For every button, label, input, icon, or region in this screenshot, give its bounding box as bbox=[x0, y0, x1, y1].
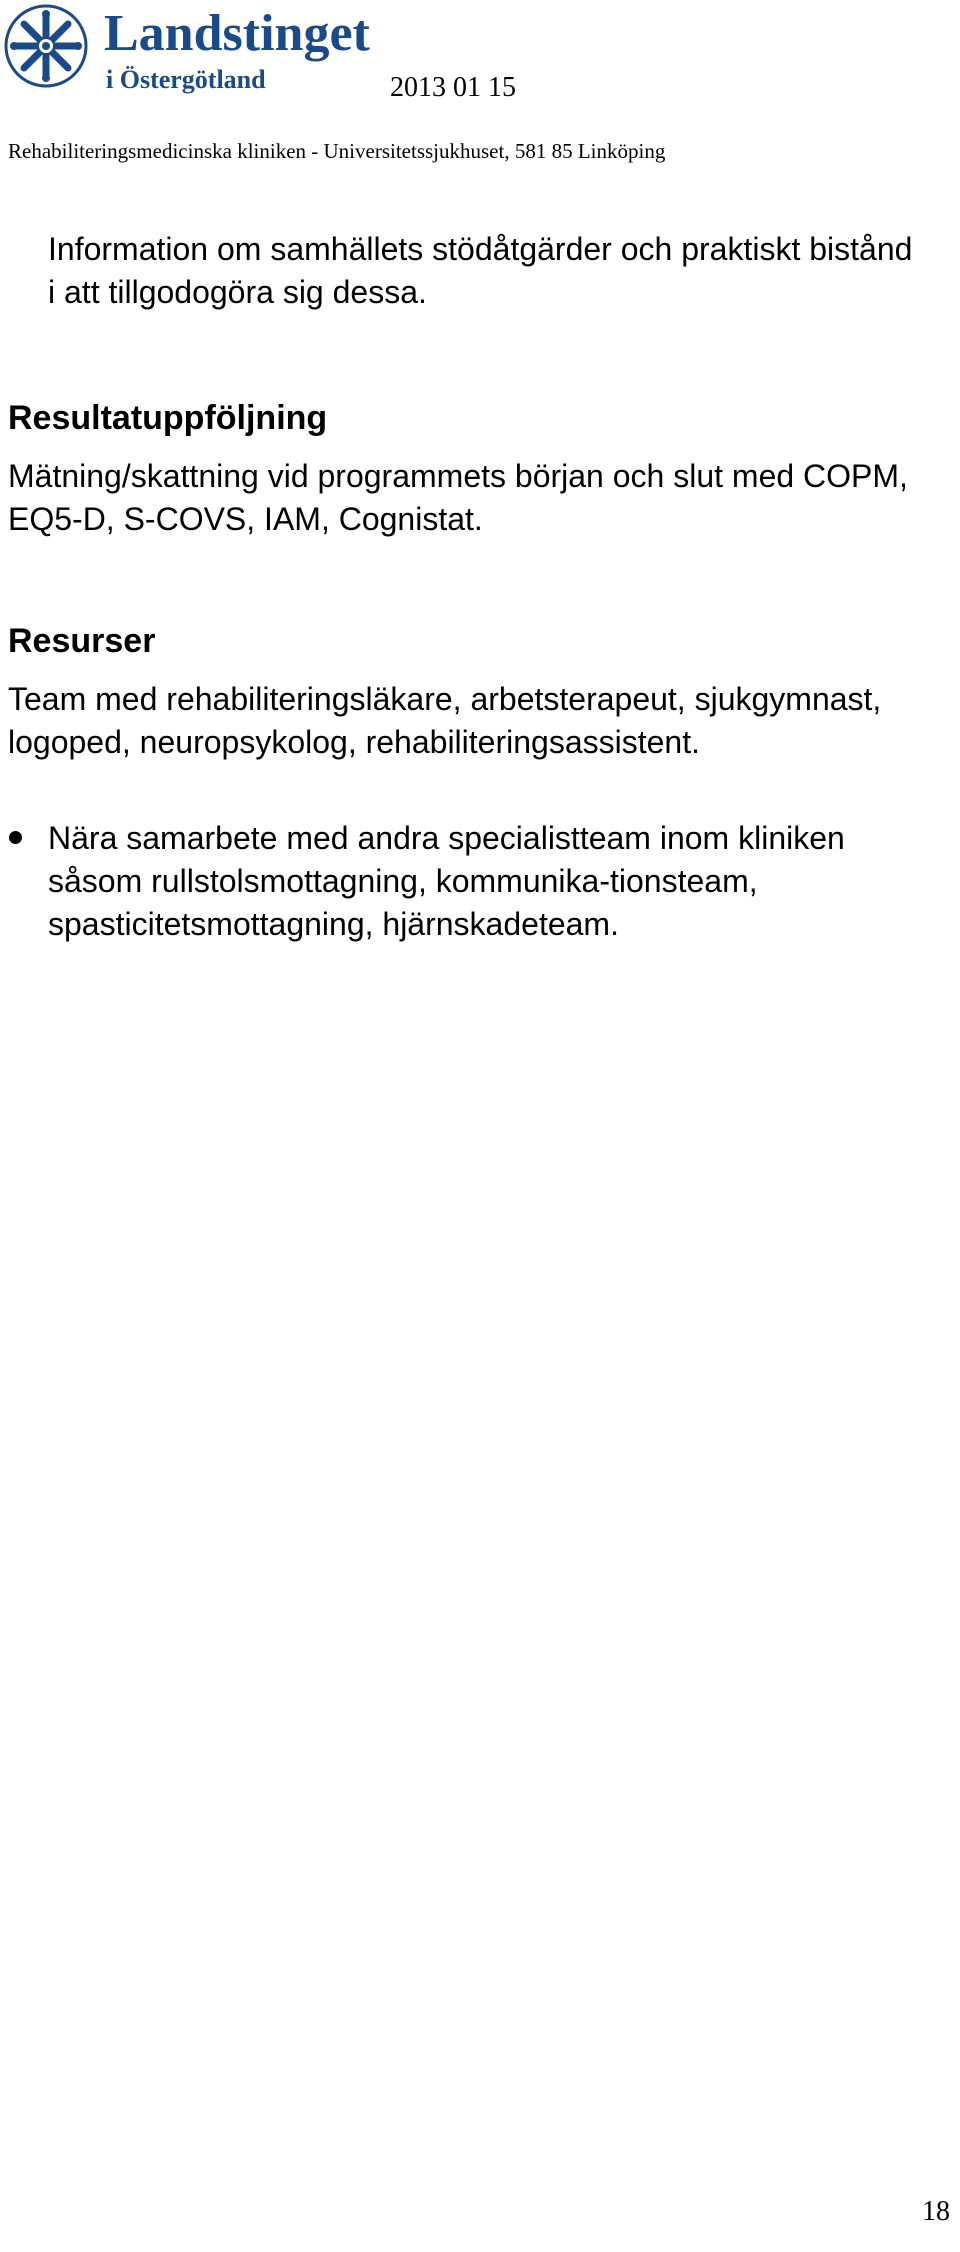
resources-paragraph: Team med rehabiliteringsläkare, arbetsterapeut, sjukgymnast, logoped, neuropsykolog, rehabiliteringsassistent. bbox=[8, 681, 882, 760]
list-item bbox=[0, 817, 940, 946]
bullet-text: Nära samarbete med andra specialistteam inom kliniken såsom rullstolsmottagning, kommunika-tionsteam, spasticitetsmottagning, hjärnskadeteam. bbox=[48, 820, 845, 942]
document-date: 2013 01 15 bbox=[390, 72, 516, 103]
resources-bullet-list bbox=[0, 817, 940, 946]
clinic-address: Rehabiliteringsmedicinska kliniken - Universitetssjukhuset, 581 85 Linköping bbox=[8, 139, 666, 163]
bullet-icon bbox=[9, 831, 22, 844]
results-heading: Resultatuppföljning bbox=[8, 399, 328, 437]
resources-heading: Resurser bbox=[8, 622, 156, 660]
logo-name: Landstinget bbox=[104, 5, 370, 62]
logo-subtitle: i Östergötland bbox=[106, 65, 266, 94]
page-number: 18 bbox=[922, 2196, 950, 2227]
results-paragraph: Mätning/skattning vid programmets början och slut med COPM, EQ5-D, S-COVS, IAM, Cognistat. bbox=[8, 458, 908, 537]
snowflake-cross-emblem-icon bbox=[4, 4, 88, 88]
intro-paragraph: Information om samhällets stödåtgärder och praktiskt bistånd i att tillgodogöra sig dessa. bbox=[48, 231, 913, 310]
logo bbox=[4, 4, 394, 94]
